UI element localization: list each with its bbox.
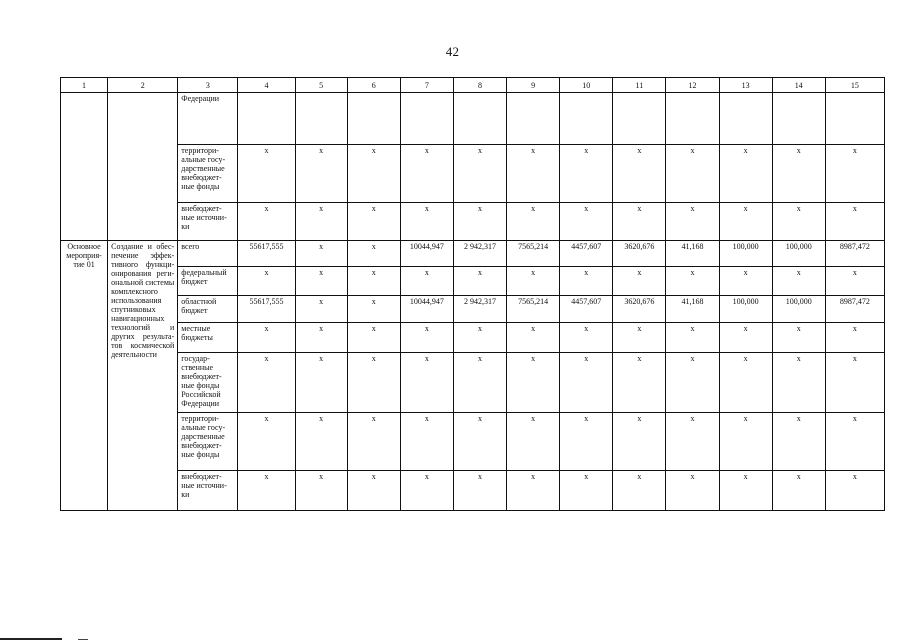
value-cell: х (825, 353, 884, 413)
table-row (61, 323, 885, 353)
value-cell: х (507, 267, 560, 296)
value-cell: 100,000 (772, 241, 825, 267)
value-cell: х (666, 471, 719, 511)
value-cell: 100,000 (719, 241, 772, 267)
value-cell: 2 942,317 (453, 296, 506, 323)
value-cell (772, 93, 825, 145)
column-number: 3 (178, 78, 238, 93)
value-cell: х (507, 203, 560, 241)
column-number: 1 (61, 78, 108, 93)
value-cell: х (295, 203, 347, 241)
value-cell: х (400, 145, 453, 203)
value-cell: х (347, 145, 400, 203)
value-cell (347, 93, 400, 145)
value-cell: х (453, 353, 506, 413)
value-cell: х (613, 413, 666, 471)
value-cell: х (400, 203, 453, 241)
value-cell: х (666, 323, 719, 353)
header-row (61, 78, 885, 93)
value-cell (453, 93, 506, 145)
value-cell: х (613, 323, 666, 353)
value-cell: 10044,947 (400, 296, 453, 323)
value-cell: х (666, 353, 719, 413)
column-number: 14 (772, 78, 825, 93)
funding-source-label: территори-альные госу-дарственные внебюджет-ные фонды (178, 413, 238, 471)
value-cell: х (666, 203, 719, 241)
column-number: 12 (666, 78, 719, 93)
value-cell: х (347, 203, 400, 241)
value-cell: х (400, 353, 453, 413)
value-cell: х (295, 267, 347, 296)
value-cell: 3620,676 (613, 296, 666, 323)
funding-source-label: федеральный бюджет (178, 267, 238, 296)
column-number: 2 (108, 78, 178, 93)
value-cell: 10044,947 (400, 241, 453, 267)
value-cell: х (238, 203, 295, 241)
value-cell: х (772, 145, 825, 203)
table-row (61, 267, 885, 296)
page-number: 42 (445, 44, 460, 59)
value-cell: х (560, 203, 613, 241)
value-cell: х (347, 353, 400, 413)
value-cell: х (453, 267, 506, 296)
funding-source-label: государ-ственные внебюджет-ные фонды Российской Федерации (178, 353, 238, 413)
column-number: 6 (347, 78, 400, 93)
column-number: 11 (613, 78, 666, 93)
value-cell: 41,168 (666, 241, 719, 267)
value-cell (613, 93, 666, 145)
value-cell: х (719, 471, 772, 511)
value-cell: х (772, 267, 825, 296)
value-cell: х (295, 353, 347, 413)
value-cell (400, 93, 453, 145)
column-number: 13 (719, 78, 772, 93)
value-cell: х (825, 145, 884, 203)
column-number: 7 (400, 78, 453, 93)
value-cell: х (295, 145, 347, 203)
value-cell: х (613, 353, 666, 413)
value-cell: х (295, 241, 347, 267)
value-cell: х (613, 267, 666, 296)
value-cell: х (453, 203, 506, 241)
value-cell (560, 93, 613, 145)
funding-source-label: территори-альные госу-дарственные внебюджет-ные фонды (178, 145, 238, 203)
value-cell: х (507, 471, 560, 511)
value-cell: х (238, 471, 295, 511)
value-cell: х (400, 323, 453, 353)
value-cell: х (560, 323, 613, 353)
value-cell: х (825, 203, 884, 241)
value-cell: х (719, 145, 772, 203)
value-cell: 7565,214 (507, 296, 560, 323)
table-row (61, 203, 885, 241)
value-cell: 8987,472 (825, 241, 884, 267)
column-number: 8 (453, 78, 506, 93)
value-cell: х (825, 267, 884, 296)
value-cell: х (507, 323, 560, 353)
value-cell (719, 93, 772, 145)
funding-source-label: всего (178, 241, 238, 267)
column-number: 10 (560, 78, 613, 93)
table-row (61, 93, 885, 145)
value-cell: х (613, 145, 666, 203)
value-cell: х (507, 353, 560, 413)
value-cell: х (719, 413, 772, 471)
value-cell: 4457,607 (560, 241, 613, 267)
value-cell: х (772, 323, 825, 353)
value-cell: х (613, 203, 666, 241)
value-cell: х (295, 323, 347, 353)
value-cell: 55617,555 (238, 241, 295, 267)
value-cell: х (825, 323, 884, 353)
measure-number: Основное мероприя-тие 01 (61, 241, 108, 511)
table-row (61, 296, 885, 323)
value-cell: х (772, 471, 825, 511)
funding-source-label: областной бюджет (178, 296, 238, 323)
funding-source-label: внебюджет-ные источни-ки (178, 203, 238, 241)
value-cell: 8987,472 (825, 296, 884, 323)
value-cell: х (772, 353, 825, 413)
value-cell (666, 93, 719, 145)
value-cell: х (560, 413, 613, 471)
funding-source-label: Федерации (178, 93, 238, 145)
value-cell: х (719, 203, 772, 241)
value-cell: 2 942,317 (453, 241, 506, 267)
value-cell: 7565,214 (507, 241, 560, 267)
value-cell: 55617,555 (238, 296, 295, 323)
value-cell: х (238, 145, 295, 203)
value-cell: х (347, 241, 400, 267)
description-cell (108, 93, 178, 241)
value-cell: х (719, 353, 772, 413)
value-cell: х (347, 267, 400, 296)
value-cell: х (238, 323, 295, 353)
value-cell: х (238, 413, 295, 471)
value-cell: х (719, 323, 772, 353)
value-cell (507, 93, 560, 145)
value-cell: х (507, 145, 560, 203)
value-cell: х (560, 267, 613, 296)
value-cell: х (238, 267, 295, 296)
value-cell: х (666, 413, 719, 471)
value-cell: 4457,607 (560, 296, 613, 323)
value-cell: х (453, 145, 506, 203)
value-cell: х (347, 413, 400, 471)
value-cell: х (613, 471, 666, 511)
value-cell: х (560, 471, 613, 511)
value-cell: х (400, 413, 453, 471)
measure-description: Создание и обес-печение эффек-тивного функци-онирования реги-ональной системы комплексного использования спутниковых навигационных технологий и других результа-тов космической деятельности (108, 241, 178, 511)
funding-source-label: местные бюджеты (178, 323, 238, 353)
value-cell: х (347, 323, 400, 353)
value-cell: х (347, 471, 400, 511)
value-cell (825, 93, 884, 145)
funding-source-label: внебюджет-ные источни-ки (178, 471, 238, 511)
value-cell: х (772, 203, 825, 241)
value-cell: х (453, 323, 506, 353)
value-cell: х (347, 296, 400, 323)
value-cell: х (666, 267, 719, 296)
table-row (61, 145, 885, 203)
value-cell: 100,000 (772, 296, 825, 323)
value-cell: х (825, 471, 884, 511)
value-cell: х (560, 145, 613, 203)
value-cell: х (453, 413, 506, 471)
value-cell: х (400, 471, 453, 511)
value-cell: х (295, 413, 347, 471)
value-cell: 3620,676 (613, 241, 666, 267)
value-cell: х (295, 296, 347, 323)
table-row (61, 241, 885, 267)
table-row (61, 471, 885, 511)
value-cell: х (719, 267, 772, 296)
value-cell: х (238, 353, 295, 413)
value-cell: х (560, 353, 613, 413)
column-number: 15 (825, 78, 884, 93)
value-cell: х (295, 471, 347, 511)
value-cell: х (666, 145, 719, 203)
value-cell: х (400, 267, 453, 296)
value-cell (295, 93, 347, 145)
column-number: 5 (295, 78, 347, 93)
budget-table (60, 77, 885, 511)
value-cell: х (453, 471, 506, 511)
column-number: 4 (238, 78, 295, 93)
column-number: 9 (507, 78, 560, 93)
table-row (61, 413, 885, 471)
value-cell (238, 93, 295, 145)
value-cell: х (825, 413, 884, 471)
value-cell: 100,000 (719, 296, 772, 323)
value-cell: 41,168 (666, 296, 719, 323)
measure-cell (61, 93, 108, 241)
value-cell: х (507, 413, 560, 471)
table-row (61, 353, 885, 413)
value-cell: х (772, 413, 825, 471)
